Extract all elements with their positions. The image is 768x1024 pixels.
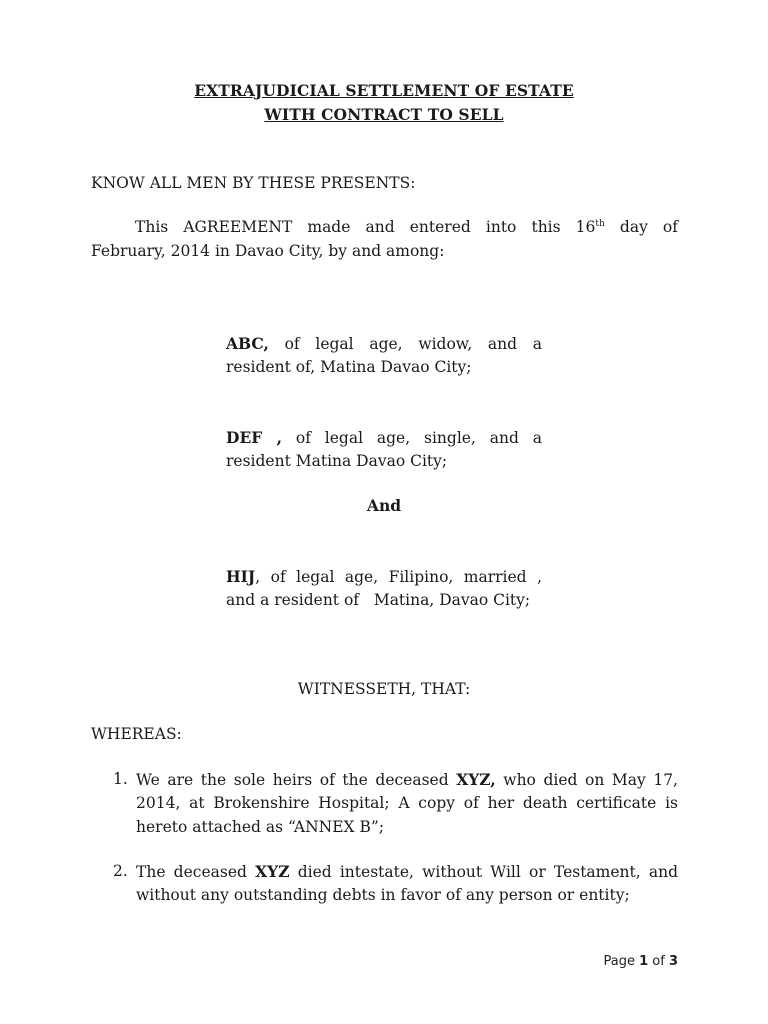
document-title-line-2: WITH CONTRACT TO SELL [264,105,504,124]
item-1-line-3: hereto attached as “ANNEX B”; [136,818,385,836]
item-1-post: who died on May 17, [495,771,678,789]
item-1-pre: We are the sole heirs of the deceased [136,771,457,789]
party-def-line-2: resident Matina Davao City; [226,452,448,470]
intro-line-1 [135,218,678,236]
intro-line-1-post: day of [604,218,678,236]
party-abc-desc: of legal age, widow, and a [268,335,542,353]
footer-of-word: of [652,954,665,969]
item-1-line-2: 2014, at Brokenshire Hospital; A copy of her death certificate is [136,794,678,812]
item-2-pre: The deceased [136,863,256,881]
footer-page-number: 1 [639,954,649,969]
party-def-line-1 [226,428,542,447]
party-abc-line-1 [226,334,542,353]
and-conjunction: And [366,496,402,515]
item-1-number: 1. [113,770,128,788]
party-abc-name: ABC, [226,334,269,353]
know-all-heading: KNOW ALL MEN BY THESE PRESENTS: [91,174,416,192]
document-title-line-1: EXTRAJUDICIAL SETTLEMENT OF ESTATE [194,81,574,100]
item-2-line-1 [136,862,678,881]
whereas-heading: WHEREAS: [91,725,182,743]
party-hij-desc: , of legal age, Filipino, married , [255,568,542,586]
item-2-post: died intestate, without Will or Testament, and [289,863,678,881]
party-def-name: DEF , [226,428,282,447]
item-2-bold: XYZ [255,862,290,881]
party-hij-line-2: and a resident of Matina, Davao City; [226,591,531,609]
item-2-line-2: without any outstanding debts in favor of any person or entity; [136,886,630,904]
witnesseth-heading: WITNESSETH, THAT: [297,680,471,698]
intro-line-1-sup: th [595,219,605,229]
item-2-number: 2. [113,862,128,880]
party-hij-name: HIJ [226,567,256,586]
party-abc-line-2: resident of, Matina Davao City; [226,358,472,376]
party-hij-line-1 [226,567,542,586]
item-1-bold: XYZ, [456,770,496,789]
item-1-line-1 [136,770,678,789]
page-footer [603,954,678,969]
footer-page-total: 3 [668,954,678,969]
intro-line-2: February, 2014 in Davao City, by and among: [91,242,445,260]
party-def-desc: of legal age, single, and a [282,429,543,447]
intro-line-1-pre: This AGREEMENT made and entered into this 16 [135,218,596,236]
footer-page-word: Page [603,954,635,969]
